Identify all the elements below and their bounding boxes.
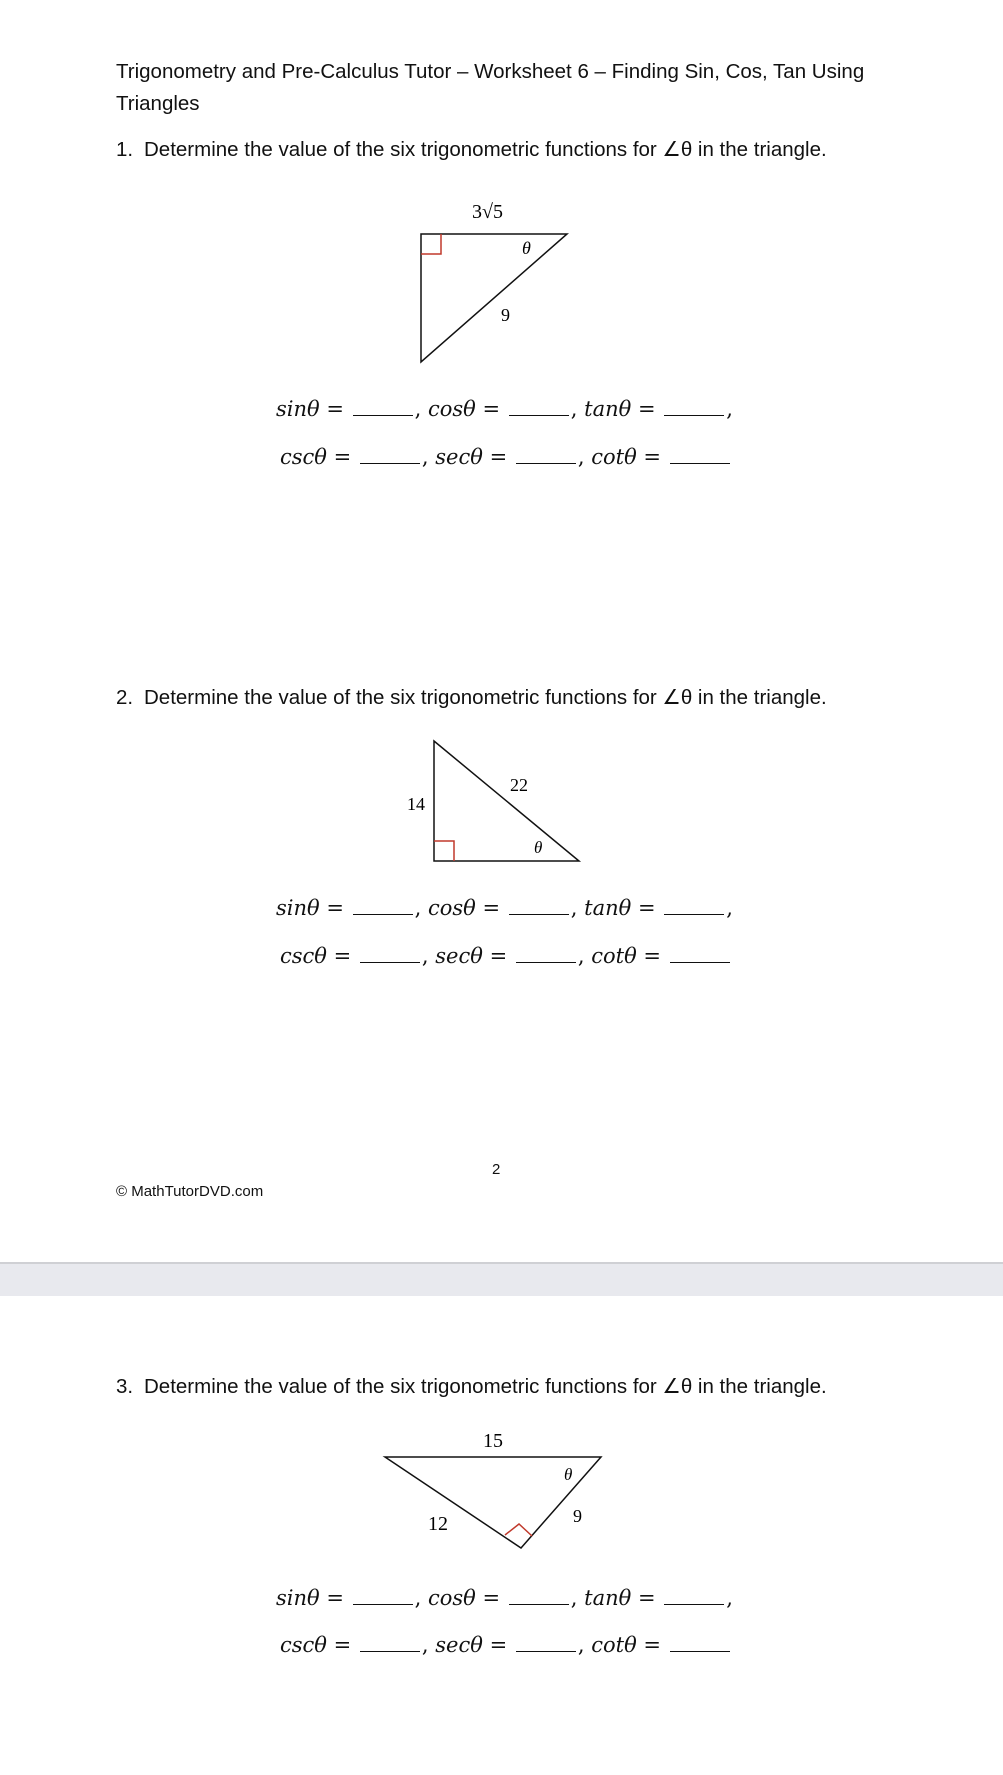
problem-3-csc-label: cscθ = bbox=[280, 1633, 352, 1657]
problem-1-number: 1. bbox=[116, 138, 134, 161]
problem-3-csc-blank[interactable] bbox=[360, 1633, 420, 1652]
problem-3-label-angle: θ bbox=[564, 1465, 573, 1484]
problem-2-prompt: Determine the value of the six trigonometric functions for ∠θ in the triangle. bbox=[144, 686, 827, 709]
problem-3-sec-label: secθ = bbox=[435, 1633, 508, 1657]
problem-2-right-angle-marker bbox=[434, 841, 454, 861]
problem-3-tan-label: tanθ = bbox=[584, 1586, 656, 1610]
problem-1-question bbox=[116, 136, 827, 164]
problem-1-csc-label: cscθ = bbox=[280, 445, 352, 469]
problem-3-cot-blank[interactable] bbox=[670, 1633, 730, 1652]
problem-1-tan-label: tanθ = bbox=[584, 397, 656, 421]
problem-1-sec-label: secθ = bbox=[435, 445, 508, 469]
problem-3-cos-label: cosθ = bbox=[428, 1586, 501, 1610]
problem-1-cos-blank[interactable] bbox=[509, 397, 569, 416]
page-number: 2 bbox=[492, 1161, 501, 1178]
problem-3-cot-label: cotθ = bbox=[591, 1633, 661, 1657]
copyright-footer: © MathTutorDVD.com bbox=[116, 1183, 264, 1200]
problem-3-label-right: 9 bbox=[573, 1506, 582, 1526]
problem-3-sin-label: sinθ = bbox=[276, 1586, 344, 1610]
problem-2-csc-label: cscθ = bbox=[280, 944, 352, 968]
problem-3-question bbox=[116, 1373, 827, 1401]
problem-1-sec-blank[interactable] bbox=[516, 445, 576, 464]
problem-3-sec-blank[interactable] bbox=[516, 1633, 576, 1652]
problem-3-triangle bbox=[380, 1424, 620, 1564]
problem-2-cos-label: cosθ = bbox=[428, 896, 501, 920]
problem-3-prompt: Determine the value of the six trigonometric functions for ∠θ in the triangle. bbox=[144, 1375, 827, 1398]
problem-2-sin-blank[interactable] bbox=[353, 896, 413, 915]
problem-2-number: 2. bbox=[116, 686, 134, 709]
problem-2-cot-label: cotθ = bbox=[591, 944, 661, 968]
problem-1-sin-label: sinθ = bbox=[276, 397, 344, 421]
problem-2-tan-label: tanθ = bbox=[584, 896, 656, 920]
problem-3-tan-blank[interactable] bbox=[664, 1586, 724, 1605]
problem-2-question bbox=[116, 684, 827, 712]
problem-1-row-1: sinθ = , cosθ = , tanθ = , bbox=[276, 397, 733, 421]
problem-2-cos-blank[interactable] bbox=[509, 896, 569, 915]
problem-1-label-angle: θ bbox=[522, 238, 531, 258]
problem-2-label-hyp: 22 bbox=[510, 775, 528, 795]
problem-3-cos-blank[interactable] bbox=[509, 1586, 569, 1605]
problem-1-cot-label: cotθ = bbox=[591, 445, 661, 469]
problem-3-row-2: cscθ = , secθ = , cotθ = bbox=[280, 1633, 732, 1657]
worksheet-title: Trigonometry and Pre-Calculus Tutor – Worksheet 6 – Finding Sin, Cos, Tan Using Triangles bbox=[116, 60, 865, 115]
problem-3-row-1: sinθ = , cosθ = , tanθ = , bbox=[276, 1586, 733, 1610]
problem-1-row-2: cscθ = , secθ = , cotθ = bbox=[280, 445, 732, 469]
problem-2-row-1: sinθ = , cosθ = , tanθ = , bbox=[276, 896, 733, 920]
problem-2-sec-blank[interactable] bbox=[516, 944, 576, 963]
problem-2-tan-blank[interactable] bbox=[664, 896, 724, 915]
problem-3-label-left: 12 bbox=[428, 1513, 448, 1535]
problem-2-cot-blank[interactable] bbox=[670, 944, 730, 963]
problem-2-csc-blank[interactable] bbox=[360, 944, 420, 963]
problem-2-triangle bbox=[400, 738, 600, 868]
problem-2-sin-label: sinθ = bbox=[276, 896, 344, 920]
problem-1-csc-blank[interactable] bbox=[360, 445, 420, 464]
problem-2-triangle-shape bbox=[434, 741, 579, 861]
problem-3-label-top: 15 bbox=[483, 1430, 503, 1452]
problem-3-right-angle-marker bbox=[505, 1524, 532, 1536]
problem-1-cot-blank[interactable] bbox=[670, 445, 730, 464]
problem-2-label-left: 14 bbox=[407, 794, 425, 814]
page-divider bbox=[0, 1262, 1003, 1296]
problem-1-right-angle-marker bbox=[421, 234, 441, 254]
problem-1-tan-blank[interactable] bbox=[664, 397, 724, 416]
problem-1-triangle-shape bbox=[421, 234, 567, 362]
problem-3-number: 3. bbox=[116, 1375, 134, 1398]
problem-1-label-top: 3√5 bbox=[472, 201, 503, 223]
problem-3-sin-blank[interactable] bbox=[353, 1586, 413, 1605]
problem-1-cos-label: cosθ = bbox=[428, 397, 501, 421]
problem-1-label-hyp: 9 bbox=[501, 305, 510, 325]
worksheet-page-2 bbox=[0, 1296, 1003, 1775]
problem-1-sin-blank[interactable] bbox=[353, 397, 413, 416]
problem-2-row-2: cscθ = , secθ = , cotθ = bbox=[280, 944, 732, 968]
problem-2-sec-label: secθ = bbox=[435, 944, 508, 968]
problem-1-prompt: Determine the value of the six trigonometric functions for ∠θ in the triangle. bbox=[144, 138, 827, 161]
problem-2-label-angle: θ bbox=[534, 838, 543, 857]
problem-1-triangle bbox=[405, 192, 605, 362]
